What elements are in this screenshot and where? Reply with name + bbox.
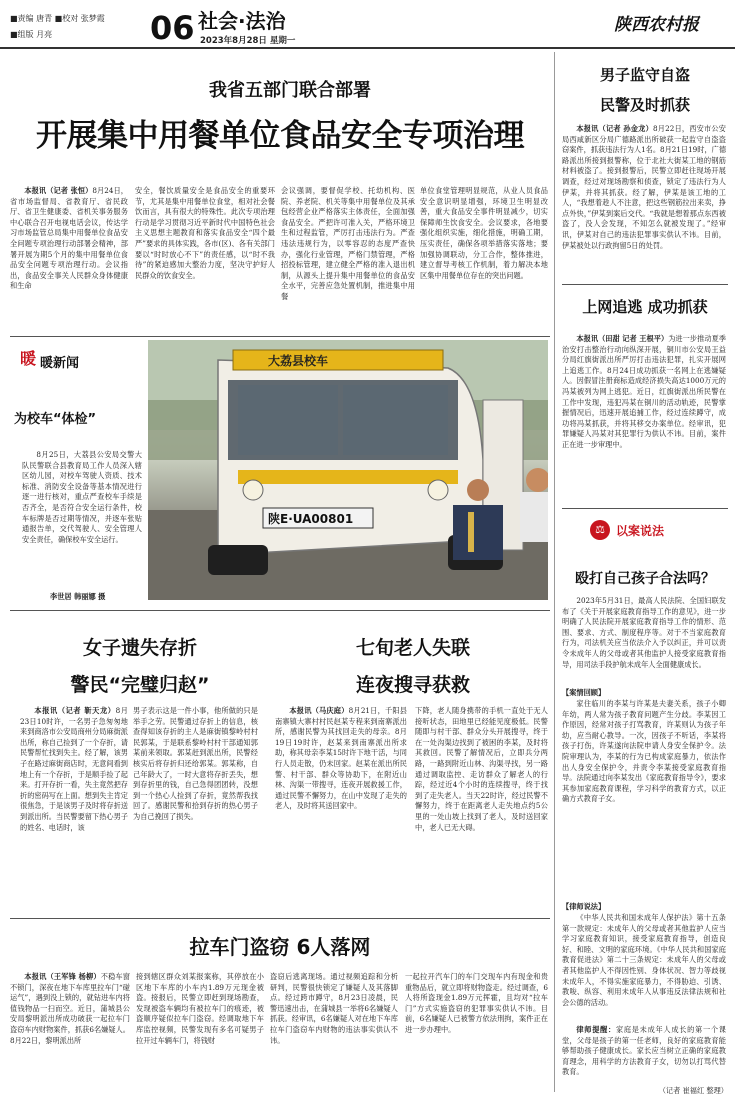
masthead-rule <box>0 47 735 49</box>
paper-name-logo: 陕西农村报 <box>614 15 699 35</box>
law-brand <box>590 516 710 546</box>
law-title: 殴打自己孩子合法吗？ <box>575 571 715 587</box>
law-credit: （记者 崔福红 整理） <box>658 1086 728 1095</box>
bus-sign-text: 大荔县校车 <box>268 354 329 368</box>
story-mid-title-2: 连夜搜寻获救 <box>355 674 470 696</box>
story-bottom-col-1: 本报讯（王军锋 杨柳）不稳车窗不锁门，深夜在地下车库里拉车门“碰运气”，遇到没上锁的，就钻进车内将值钱物品一扫而空。近日，蒲城县公安局黎明派出所成功破获一起拉车门盗窃车内财物案件，抓获6名嫌疑人。8月22日，黎明派出所 <box>10 972 130 1045</box>
mid-bottom-rule <box>10 918 550 919</box>
bus-plate-number: 陕E·UA00801 <box>268 512 354 526</box>
story-bottom-col-3: 盗窃后逃离现场。通过视频追踪和分析研判，民警很快锁定了嫌疑人及其落脚点。经过跨市蹲守，8月23日凌晨，民警迅速出击，在蒲城县一举将6名嫌疑人抓获。经审讯，6名嫌疑人对在地下车库拉车门盗窃车内财物的违法事实供认不讳。 <box>270 972 398 1045</box>
warm-news-label: 暖新闻 <box>40 356 80 371</box>
section-title: 社会·法治 <box>198 9 286 33</box>
story-mid-title-1: 七旬老人失联 <box>355 637 470 659</box>
lead-headline: 开展集中用餐单位食品安全专项治理 <box>36 118 524 154</box>
scales-icon: ⚖ <box>590 520 610 540</box>
story-left-col-2: 男子表示这是一件小事，他所做的只是举手之劳。民警通过存折上的信息，核查得知该存折的主人是麻街镇黎岭村村民郭某，于是联系黎岭村村干部通知郭某前来领取。郭某赶到派出所，民警经核实后将存折归还给郭某。郭某称，自己年龄大了，一时大意将存折丢失，想到存折里的钱，自己急得团团转，没想到一个热心人捡到了存折，竟然帮我找回了。感谢民警和拾到存折的热心男子为自己挽回了损失。 <box>133 706 258 821</box>
right1-title-1: 男子监守自盗 <box>599 66 690 84</box>
warm-icon: 暖 <box>20 349 37 368</box>
lead-col-3: 会议强调，要督促学校、托幼机构、医院、养老院、机关等集中用餐单位及其承包经营企业严格落实主体责任，全面加强食品安全。严把许可准入关，严格环境卫生和过程监管，严厉打击违法行为。严查违法违规行为，以零容忍的态度严查快办，强化行业管理，严格门禁管理，严格招投标管理，建立健全严格的准入退出机制，从源头上提升集中用餐单位的食品安全水平，完善应急处置机制，推进集中用餐 <box>281 186 415 301</box>
story-left-title-1: 女子遗失存折 <box>82 637 197 659</box>
right2-title: 上网追逃 成功抓获 <box>582 298 708 316</box>
editor-line: ■责编 唐青 ■校对 张梦霞 <box>10 14 105 23</box>
law-brand-label: 以案说法 <box>616 524 665 538</box>
lead-col-4: 单位食堂管理明显规范，从业人员食品安全意识明显增强，环境卫生明显改善，重大食品安全事件明显减少，切实保障师生饮食安全。会议要求，各地要强化组织实施，细化措施，明确工期，压实责任，确保各项举措落实落地；要加强协调联动，分工合作，整体推进，建立督导考核工作机制，着力解决本地区集中用餐单位存在的突出问题。 <box>420 186 548 280</box>
law-tip: 律师提醒：家庭是未成年人成长的第一个课堂，父母是孩子的第一任老师，良好的家庭教育能够帮助孩子健康成长。家长应当树立正确的家庭教育理念，用科学的方法教育子女，切勿以打骂代替教育。 <box>562 1025 726 1077</box>
story-bottom-col-4: 一起拉开汽车门的车门交现车内有现金和贵重物品后，就立即将财物盗走。经过调查，6人将所盗现金1.89万元挥霍，且均对“拉车门”方式实施盗窃的犯罪事实供认不讳。目前，6名嫌疑人已被警方依法刑拘，案件正在进一步办理中。 <box>405 972 548 1034</box>
law-case-body: 家住临川的李某与许某是夫妻关系，孩子小卿年幼，两人常为孩子教育问题产生分歧。李某因工作原因，经常对孩子打骂教育，许某则认为孩子年幼，应当耐心教导。一次，因孩子不听话，李某将孩子打伤，许某遂向法院申请人身安全保护令。法院审理认为，李某的行为已构成家庭暴力，依法作出人身安全保护令，并责令李某接受家庭教育指导。法院通过向李某发出《家庭教育指导令》，要求其参加家庭教育课程，学习科学的教育方式，以正确方式教育子女。 <box>562 699 726 804</box>
school-bus-photo <box>148 340 548 600</box>
warm-news-body: 8月25日，大荔县公安局交警大队民警联合县教育局工作人员深入辖区幼儿园，对校车驾驶人资质、技术标准、消防安全设备等基本情况进行逐一进行核对，重点严查校车手续是否齐全，是否符合安全运行条件，校车标牌是否过期等情况，并逐车张贴通报告单，交代驾驶人、安全管理人安全责任，确保校车安全运行。 <box>22 450 142 544</box>
school-bus-illustration <box>148 340 548 600</box>
story-left-col-1: 本报讯（记者 靳天龙）8月23日10时许，一名男子急匆匆地来到商洛市公安局商州分局麻街派出所，称自己捡到了一个存折，请民警帮忙找到失主。经了解，该男子在路过麻街商店时，无意间看到地上有一个存折，于是顺手捡了起来。打开存折一看，失主竟然把存折的密码写在上面。想到失主肯定很焦急，于是该男子及时将存折送到派出所。当民警要留下热心男子的姓名、电话时，该 <box>20 706 128 832</box>
story-left-byline: 本报讯（记者 靳天龙） <box>34 706 116 715</box>
law-law-label: 【律师说法】 <box>562 902 606 911</box>
lead-col-2: 安全，餐饮质量安全是食品安全的重要环节，尤其是集中用餐单位食堂，相对社会餐饮而言，具有很大的特殊性。此次专项治理行动是学习贯彻习近平新时代中国特色社会主义思想主题教育和落实食品安全“四个最严”要求的具体实践，各市(区)、各有关部门要以“时时放心不下”的责任感，以“时不我待”的紧迫感加大整治力度，坚决守护好人民群众的饮食安全。 <box>135 186 275 280</box>
right2-body: 本报讯（田甜 记者 王根平）为进一步推动夏季治安打击整治行动向纵深开展，铜川市公安局王益分局红旗街派出所严厉打击违法犯罪，扎实开展网上追逃工作。8月24日成功抓获一名网上在逃嫌疑人。因假冒注册商标造成经济损失高达1000万元的冯某被列为网上逃犯。近日，红旗街派出所民警在工作中发现，违犯冯某在铜川的活动轨迹，民警掌握情况后，迅速开展追捕工作，经过连续蹲守，成功将冯某抓获，并将其移交办案单位。经审讯，犯罪嫌疑人冯某对其犯罪行为供认不讳。目前，案件正在进一步审理中。 <box>562 334 726 449</box>
right2-bottom-rule <box>562 508 728 509</box>
lead-col-1: 本报讯（记者 张恒）8月24日，省市场监督局、省教育厅、省民政厅、省卫生健康委、省机关事务服务中心联合召开电视电话会议，传达学习市场监管总局集中用餐单位食品安全问题专项治理行动部署会精神，部署开展为期5个月的集中用餐单位食品安全问题专项治理行动。会议指出，食品安全事关人民群众身体健康和生命 <box>10 186 128 291</box>
story-mid-col-1: 本报讯（马庆庭）8月21日，千阳县南寨镇大寨村村民赵某专程来到南寨派出所，感谢民警为其找回走失的母亲。8月19日19时许，赵某来到南寨派出所求助，称其母亲李某15时许下地干活，与同行人员走散，仍未回家。赵某在派出所民警、村干部、群众等协助下，在附近山林、沟渠一带搜寻，连夜开展救援工作，通过民警不懈努力，在山中发现了走失的老人，及时将其送回家中。 <box>275 706 407 811</box>
lead-bottom-rule <box>10 336 550 337</box>
right1-byline: 本报讯（记者 孙金龙） <box>576 124 653 133</box>
page-number: 06 <box>150 9 195 47</box>
right1-title-2: 民警及时抓获 <box>599 96 690 114</box>
right1-bottom-rule <box>562 284 728 285</box>
story-bottom-title: 拉车门盗窃 6人落网 <box>189 935 371 959</box>
lead-byline: 本报讯（记者 张恒） <box>24 186 93 195</box>
right1-body: 本报讯（记者 孙金龙）8月22日，西安市公安局西咸新区分局广德路派出所破获一起监守自盗盗窃案件，抓获违法行为人1名。8月21日19时，广德路派出所接到报警称，位于北社大街某工地的钢筋材料被盗了。接到报警后，民警立即赶往现场开展调查，经过对现场勘察和侦查，锁定了违法行为人伊某，并将其抓获。经了解，伊某是该工地的工人，“我想着趁人不注意，把这些钢筋拉出来卖，挣点外快，”伊某到案后交代。“我就是想着那点东西被盗了，没人会发现，不知怎么就被发现了。”经审讯，伊某对自己的违法犯罪事实供认不讳。目前，伊某被处以行政拘留5日的处罚。 <box>562 124 726 250</box>
law-tip-label: 律师提醒： <box>576 1025 616 1034</box>
lead-kicker: 我省五部门联合部署 <box>209 80 371 101</box>
right-column-divider <box>554 52 555 1092</box>
right2-byline: 本报讯（田甜 记者 王根平） <box>576 334 669 343</box>
law-intro: 2023年5月31日，最高人民法院、全国妇联发布了《关于开展家庭教育指导工作的意见》，进一步明确了人民法院开展家庭教育指导工作的情形、范围、要求、方式、制度程序等。对于不当家庭教育行为，司法机关应当依法介入予以纠正，并可以责令未成年人的父母或者其他监护人接受家庭教育指导，用司法手段护航未成年人全面健康成长。 <box>562 596 726 669</box>
design-line: ■组版 月亮 <box>10 30 53 39</box>
story-left-title-2: 警民“完璧归赵” <box>70 674 210 696</box>
warm-news-brand <box>20 344 120 372</box>
law-law-body: 《中华人民共和国未成年人保护法》第十五条第一款规定：未成年人的父母或者其他监护人应当学习家庭教育知识，接受家庭教育指导，创造良好、和睦、文明的家庭环境。《中华人民共和国家庭教育促进法》第二十三条规定：未成年人的父母或者其他监护人不得因性别、身体状况、智力等歧视未成年人，不得实施家庭暴力，不得胁迫、引诱、教唆、纵容、利用未成年人从事违反法律法规和社会公德的活动。 <box>562 913 726 1007</box>
story-mid-col-2: 下降，老人随身携带的手机一直处于无人接听状态，田地里已经能见度极低。民警随即与村干部、群众分头开展搜寻，终于在一处沟渠边找到了被困的李某，及时将其救回。民警了解情况后，立即兵分两路，一路到附近山林、沟渠寻找，另一路通过调取监控、走访群众了解老人的行踪，经过近4个小时的连续搜寻，终于找到了走失老人。当天22时许，经过民警不懈努力，终于在距离老人走失地点约5公里的一处山坡上找到了老人，及时送回家中，老人已无大碍。 <box>415 706 548 832</box>
warm-news-title: 为校车“体检” <box>14 412 97 427</box>
warm-news-photo-credit: 李世居 韩丽娜 摄 <box>50 592 106 601</box>
story-bottom-byline: 本报讯（王军锋 杨柳） <box>24 972 101 981</box>
issue-date: 2023年8月28日 星期一 <box>200 36 296 46</box>
law-case-label: 【案情回顾】 <box>562 688 606 697</box>
story-bottom-col-2: 接到辖区群众刘某报案称，其停放在小区地下车库的小车内1.89万元现金被盗。接报后，民警立即赶到现场勘查，发现被盗车辆均有被拉车门的痕迹，被盗顺序疑似拉车门盗窃。经调取地下车库监控视频，民警发现有多名可疑男子拉开过车辆车门，将钱财 <box>136 972 264 1045</box>
story-mid-byline: 本报讯（马庆庭） <box>289 706 349 715</box>
photo-bottom-rule <box>10 610 550 611</box>
